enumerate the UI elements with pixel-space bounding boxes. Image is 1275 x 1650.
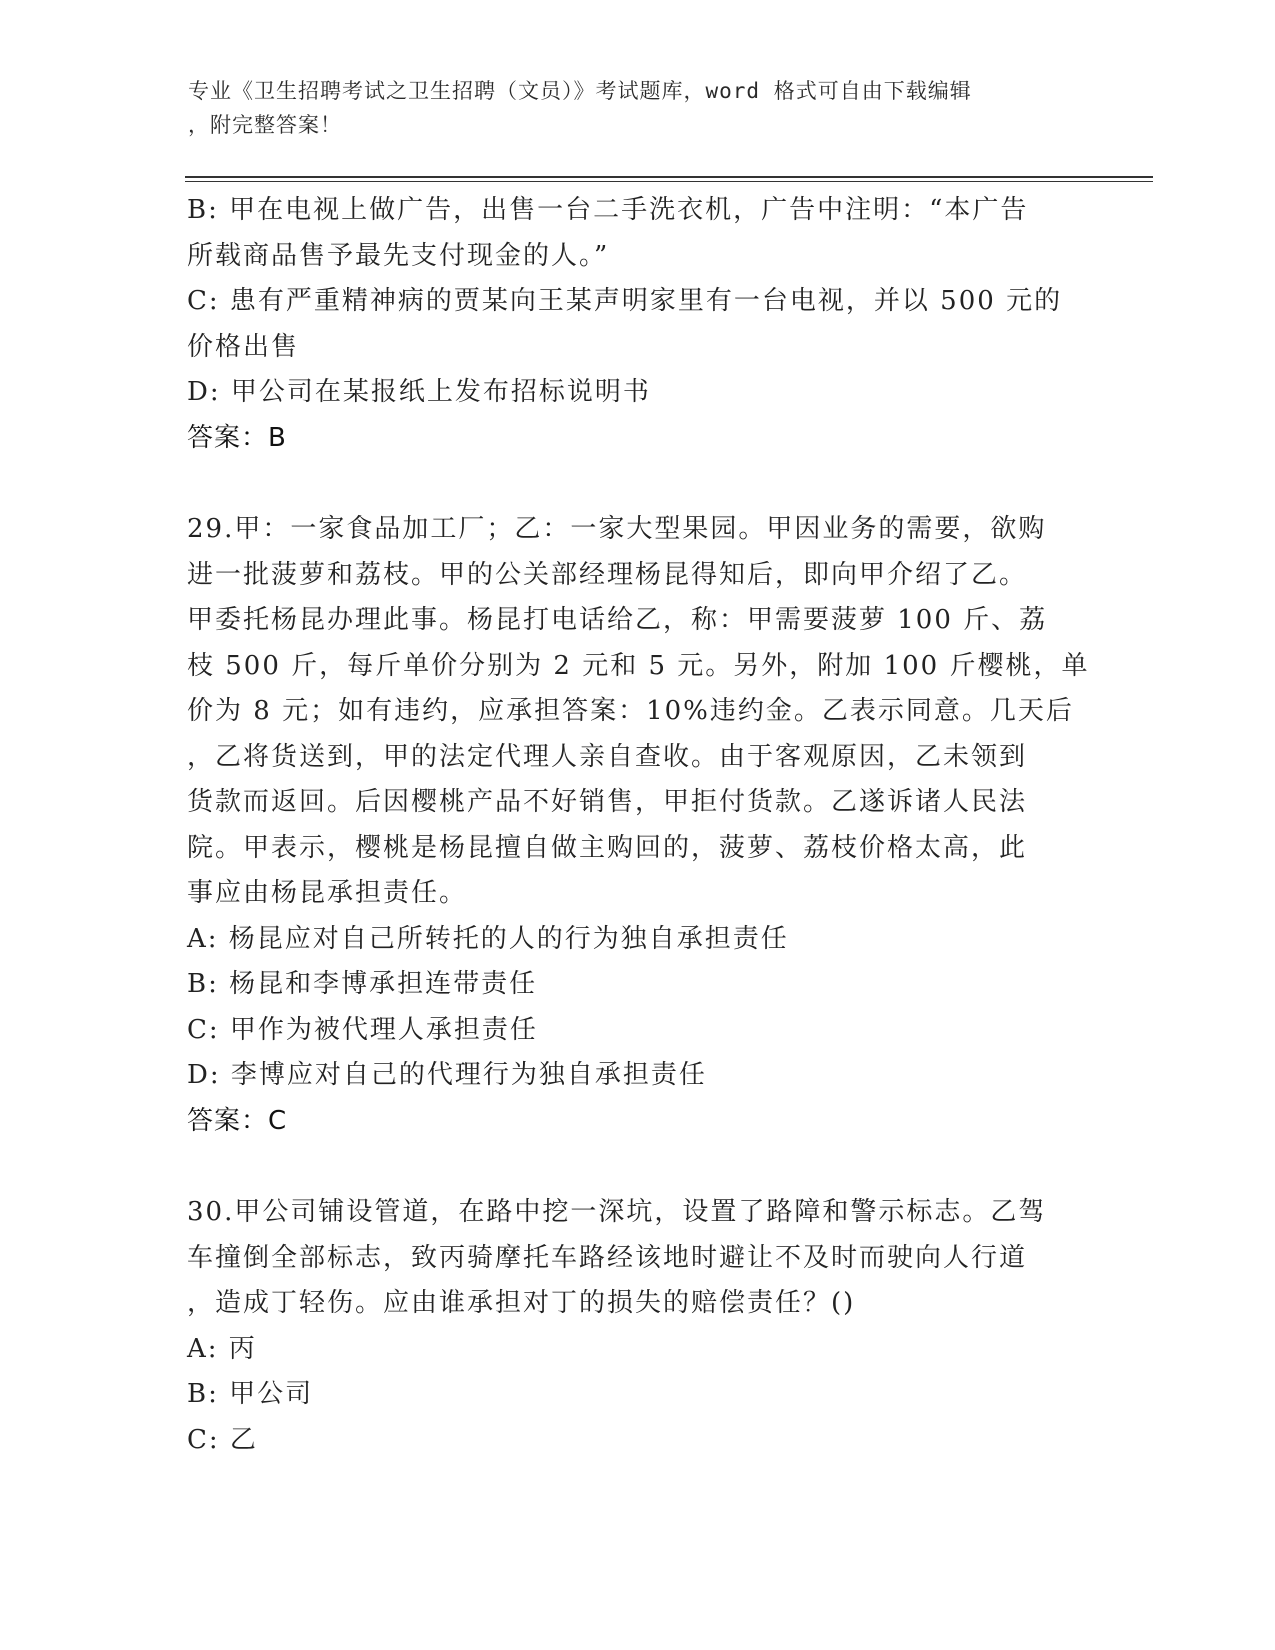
page-header xyxy=(188,74,1068,142)
document-body xyxy=(187,188,1090,1463)
q29-stem-line: 进一批菠萝和荔枝。甲的公关部经理杨昆得知后，即向甲介绍了乙。 xyxy=(187,559,1028,590)
q29-answer: 答案：C xyxy=(187,1105,288,1136)
header-divider-thick xyxy=(185,176,1153,178)
spacer xyxy=(187,461,1077,507)
q29-stem-line: 29.甲：一家食品加工厂；乙：一家大型果园。甲因业务的需要，欲购 xyxy=(187,514,1047,544)
q30-stem-line: ，造成丁轻伤。应由谁承担对丁的损失的赔偿责任？() xyxy=(187,1288,856,1318)
question-30 xyxy=(187,1190,1077,1463)
spacer xyxy=(187,1144,1077,1190)
q29-stem-line: 枝 500 斤，每斤单价分别为 2 元和 5 元。另外，附加 100 斤樱桃，单 xyxy=(187,650,1090,681)
question-29 xyxy=(187,507,1090,1144)
header-line-2: ，附完整答案！ xyxy=(188,113,342,137)
question-28-tail xyxy=(187,188,1077,461)
q29-stem-line: 院。甲表示，樱桃是杨昆擅自做主购回的，菠萝、荔枝价格太高，此 xyxy=(187,832,1028,863)
q30-stem-line: 车撞倒全部标志，致丙骑摩托车路经该地时避让不及时而驶向人行道 xyxy=(187,1242,1028,1273)
q30-option-b: B: 甲公司 xyxy=(187,1379,314,1409)
q28-option-b-line-2: 所载商品售予最先支付现金的人。” xyxy=(187,240,610,271)
q29-stem-line: 货款而返回。后因樱桃产品不好销售，甲拒付货款。乙遂诉诸人民法 xyxy=(187,787,1028,817)
header-divider-thin xyxy=(185,181,1153,182)
q28-option-c-line-2: 价格出售 xyxy=(187,331,300,362)
q29-option-a: A: 杨昆应对自己所转托的人的行为独自承担责任 xyxy=(187,923,789,954)
q28-option-b-line-1: B: 甲在电视上做广告，出售一台二手洗衣机，广告中注明：“本广告 xyxy=(187,195,1029,225)
q30-option-a: A: 丙 xyxy=(187,1333,257,1364)
q30-option-c: C: 乙 xyxy=(187,1424,258,1455)
q29-stem-line: ，乙将货送到，甲的法定代理人亲自查收。由于客观原因，乙未领到 xyxy=(187,741,1028,772)
q29-stem-line: 价为 8 元；如有违约，应承担答案：10%违约金。乙表示同意。几天后 xyxy=(187,696,1074,726)
q29-stem-line: 事应由杨昆承担责任。 xyxy=(187,878,468,908)
q28-answer: 答案：B xyxy=(187,422,287,453)
q28-option-d: D: 甲公司在某报纸上发布招标说明书 xyxy=(187,377,651,407)
q29-option-d: D: 李博应对自己的代理行为独自承担责任 xyxy=(187,1060,707,1090)
header-line-1: 专业《卫生招聘考试之卫生招聘（文员）》考试题库，word 格式可自由下载编辑 xyxy=(188,79,972,103)
q29-stem-line: 甲委托杨昆办理此事。杨昆打电话给乙，称：甲需要菠萝 100 斤、荔 xyxy=(187,605,1048,635)
q29-option-b: B: 杨昆和李博承担连带责任 xyxy=(187,969,538,999)
q28-option-c-line-1: C: 患有严重精神病的贾某向王某声明家里有一台电视，并以 500 元的 xyxy=(187,286,1063,316)
q30-stem-line: 30.甲公司铺设管道，在路中挖一深坑，设置了路障和警示标志。乙驾 xyxy=(187,1197,1047,1227)
q29-option-c: C: 甲作为被代理人承担责任 xyxy=(187,1014,538,1045)
